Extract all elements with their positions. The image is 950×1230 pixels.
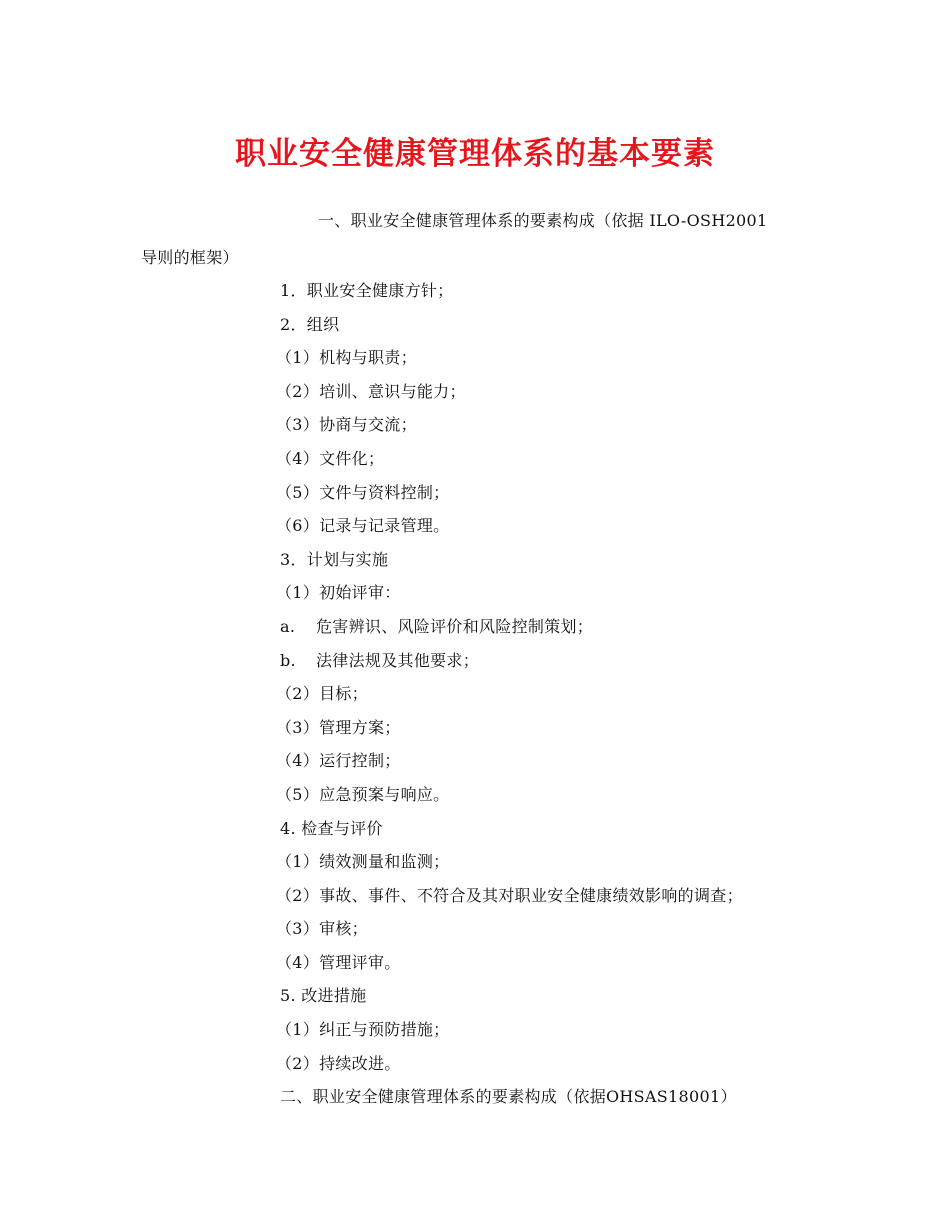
list-item: （5）应急预案与响应。 xyxy=(276,784,450,804)
list-item: 5. 改进措施 xyxy=(280,986,367,1006)
list-item: （1）机构与职责； xyxy=(276,348,417,368)
list-item: 二、职业安全健康管理体系的要素构成（依据OHSAS18001） xyxy=(280,1087,737,1107)
list-marker: a. xyxy=(280,616,296,636)
list-item: （5）文件与资料控制； xyxy=(276,482,450,502)
list-item: （4）运行控制； xyxy=(276,751,401,771)
list-item-text: 危害辨识、风险评价和风险控制策划； xyxy=(316,616,594,636)
list-item: （2）事故、事件、不符合及其对职业安全健康绩效影响的调查； xyxy=(276,885,743,905)
list-item: 1．职业安全健康方针； xyxy=(280,281,454,300)
list-item xyxy=(280,616,747,650)
intro-heading-line2: 导则的框架） xyxy=(141,248,239,267)
list-item: （2）培训、意识与能力； xyxy=(276,381,466,401)
list-item: （4）文件化； xyxy=(276,448,385,468)
list-item: （2）持续改进。 xyxy=(276,1053,401,1073)
list-item: 3．计划与实施 xyxy=(280,549,389,569)
document-title: 职业安全健康管理体系的基本要素 xyxy=(235,136,715,172)
list-item: （1）初始评审： xyxy=(276,583,401,603)
intro-heading-line1: 一、职业安全健康管理体系的要素构成（依据 ILO-OSH2001 xyxy=(318,211,768,230)
list-item: （1）绩效测量和监测； xyxy=(276,852,450,872)
list-item: （2）目标； xyxy=(276,684,368,704)
list-item: （4）管理评审。 xyxy=(276,952,401,972)
list-item: （3）协商与交流； xyxy=(276,415,417,435)
list-marker: b. xyxy=(280,650,296,670)
list-item-text: 法律法规及其他要求； xyxy=(316,650,480,670)
element-outline-list xyxy=(276,280,747,1120)
list-item: 4. 检查与评价 xyxy=(280,818,383,838)
list-item: （1）纠正与预防措施； xyxy=(276,1020,450,1040)
list-item xyxy=(280,650,747,684)
list-item: （3）管理方案； xyxy=(276,717,401,737)
list-item: （6）记录与记录管理。 xyxy=(276,516,450,536)
list-item: 2．组织 xyxy=(280,314,340,334)
list-item: （3）审核； xyxy=(276,919,368,939)
